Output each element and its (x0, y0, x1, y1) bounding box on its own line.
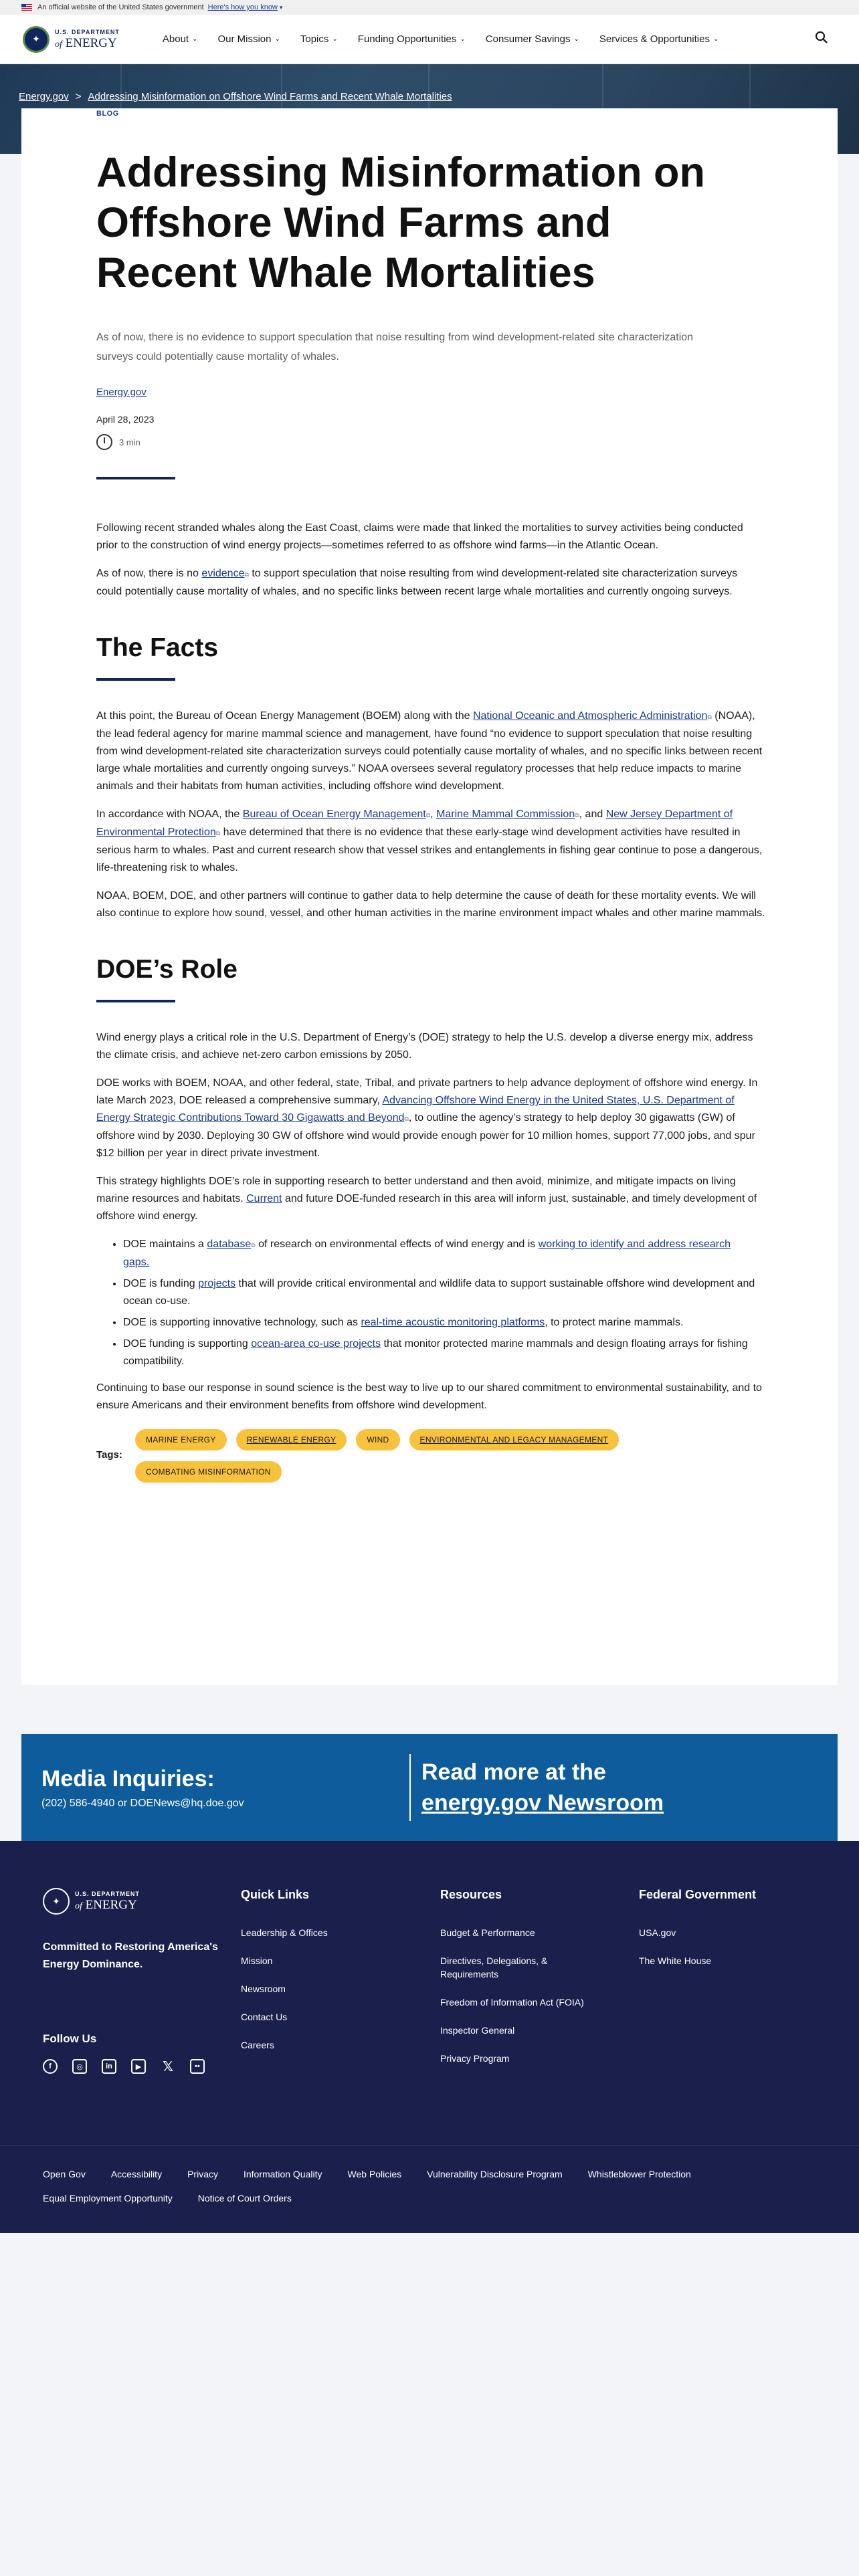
footer-link[interactable]: The White House (639, 1955, 712, 1966)
page-title: Addressing Misinformation on Offshore Wind Farms and Recent Whale Mortalities (96, 149, 706, 296)
nav-our-mission[interactable]: Our Mission ⌄ (217, 33, 280, 45)
paragraph: This strategy highlights DOE’s role in supporting research to better understand and then avoid, minimize, and mitigate impacts on living marine resources and habitats. Current and future DOE-funded research in this area will inform just, sustainable, and timely development of offshore wind energy. (96, 1176, 757, 1222)
tag-environmental-legacy[interactable]: ENVIRONMENTAL AND LEGACY MANAGEMENT (409, 1429, 619, 1451)
gov-banner (0, 0, 859, 15)
section-heading-role: DOE’s Role (96, 955, 237, 984)
bullet-list (123, 1236, 763, 1370)
divider (409, 1754, 411, 1821)
footer-link[interactable]: Directives, Delegations, & Requirements (440, 1955, 548, 1979)
nav-funding-opportunities[interactable]: Funding Opportunities ⌄ (357, 33, 466, 45)
footer-link[interactable]: Freedom of Information Act (FOIA) (440, 1997, 584, 2008)
follow-us-label: Follow Us (43, 2032, 97, 2045)
section-heading-facts: The Facts (96, 633, 219, 662)
footer-link[interactable]: Newsroom (241, 1983, 286, 1994)
publish-date: April 28, 2023 (96, 414, 155, 425)
footer-link[interactable]: Leadership & Offices (241, 1927, 328, 1938)
resources-column (440, 1888, 607, 2080)
chevron-down-icon: ⌄ (573, 35, 579, 43)
footer-bottom-link[interactable]: Information Quality (243, 2169, 322, 2179)
paragraph: In accordance with NOAA, the Bureau of Ocean Energy Management⧉, Marine Mammal Commission⧉, and New Jersey Department of Environmental Protection⧉ have determined that there is no evidence that these early-stage wind development activities have resulted in serious harm to whales. Past and current research show that vessel strikes and entanglements in fishing gear continue to pose a dangerous, life-threatening risk to whales. (96, 809, 763, 873)
external-link-icon: ⧉ (575, 812, 579, 819)
divider (96, 1000, 175, 1002)
logo-small-text: U.S. DEPARTMENT (55, 28, 120, 35)
article-card (21, 108, 838, 1685)
chevron-down-icon: ⌄ (332, 35, 338, 43)
tag-renewable-energy[interactable]: RENEWABLE ENERGY (236, 1429, 347, 1451)
external-link-icon: ⧉ (404, 1115, 409, 1122)
article-summary: As of now, there is no evidence to support speculation that noise resulting from wind development-related site characterization surveys could potentially cause mortality of whales. (96, 332, 694, 362)
list-item: • DOE maintains a database⧉ of research on environmental effects of wind energy and is working to identify and address research gaps. (123, 1236, 759, 1271)
breadcrumb-separator-icon: > (75, 91, 82, 102)
paragraph: Continuing to base our response in sound science is the best way to live up to our shared commitment to environmental sustainability, and to ensure Americans and their environment benefits from offshore wind development. (96, 1382, 762, 1411)
footer-bottom-link[interactable]: Accessibility (110, 2169, 163, 2179)
logo-big-text: ENERGY (65, 35, 117, 50)
tag-combating-misinformation[interactable]: COMBATING MISINFORMATION (135, 1461, 282, 1483)
main-nav (163, 33, 719, 45)
read-time-text: 3 min (119, 437, 140, 447)
flickr-icon[interactable]: •• (190, 2059, 205, 2074)
paragraph: NOAA, BOEM, DOE, and other partners will continue to gather data to help determine the cause of death for these mortality events. We will also continue to explore how sound, vessel, and other human activities in the marine environment impact whales and other marine mammals. (96, 890, 765, 919)
divider (96, 477, 175, 479)
content-type-label: BLOG (96, 110, 119, 118)
footer-bottom-links (43, 2169, 819, 2204)
footer-link[interactable]: USA.gov (639, 1927, 676, 1938)
search-icon[interactable] (815, 31, 828, 48)
boem-link[interactable]: Bureau of Ocean Energy Management (242, 809, 426, 820)
divider (96, 678, 175, 681)
footer-link[interactable]: Contact Us (241, 2012, 288, 2022)
footer-link[interactable]: Careers (241, 2040, 274, 2050)
footer-link[interactable]: Inspector General (440, 2025, 515, 2036)
resources-title: Resources (440, 1888, 502, 1901)
njdep-link[interactable]: New Jersey Department of Environmental Protection (96, 809, 733, 838)
footer-logo-big: ENERGY (85, 1898, 137, 1912)
external-link-icon: ⧉ (251, 1242, 256, 1249)
paragraph: As of now, there is no evidence⧉ to support speculation that noise resulting from wind development-related site characterization surveys could potentially cause mortality of whales, and no specific links between recent large whale mortalities and currently ongoing surveys. (96, 568, 738, 597)
list-item: • DOE is supporting innovative technology, such as real-time acoustic monitoring platforms, to protect marine mammals. (123, 1314, 759, 1331)
footer-logo[interactable] (43, 1888, 140, 1915)
paragraph: DOE works with BOEM, NOAA, and other federal, state, Tribal, and private partners to help advance deployment of offshore wind energy. In late March 2023, DOE released a comprehensive summary, Advancing Offshore Wind Energy in the United States, U.S. Department of Energy Strategic Contributions Toward 30 Gigawatts and Beyond⧉, to outline the agency’s strategy to help deploy 30 gigawatts (GW) of offshore wind by 2030. Deploying 30 GW of offshore wind would provide enough power for 10 million homes, support 77,000 jobs, and spur $12 billion per year in direct private investment. (96, 1077, 758, 1159)
doe-seal-icon: ✦ (43, 1888, 70, 1915)
tags-label: Tags: (96, 1449, 122, 1461)
chevron-down-icon[interactable]: ▾ (279, 3, 283, 11)
external-link-icon: ⧉ (244, 571, 249, 578)
media-inquiries-band (21, 1734, 838, 1841)
paragraph: Following recent stranded whales along the East Coast, claims were made that linked the mortalities to survey activities being conducted prior to the construction of wind energy projects—sometimes referred to as offshore wind farms—in the Atlantic Ocean. (96, 522, 743, 551)
tag-wind[interactable]: WIND (356, 1429, 399, 1451)
quick-links-title: Quick Links (241, 1888, 310, 1901)
chevron-down-icon: ⌄ (274, 35, 280, 43)
external-link-icon: ⧉ (215, 830, 221, 837)
breadcrumb-current[interactable]: Addressing Misinformation on Offshore Wind Farms and Recent Whale Mortalities (88, 91, 452, 102)
doe-logo[interactable] (23, 26, 120, 53)
projects-link[interactable]: projects (198, 1278, 236, 1289)
federal-column (639, 1888, 806, 1982)
mmc-link[interactable]: Marine Mammal Commission (436, 809, 575, 820)
chevron-down-icon: ⌄ (712, 35, 719, 43)
gov-banner-text: An official website of the United States government (37, 3, 204, 11)
strategy-link[interactable]: Advancing Offshore Wind Energy in the United States, U.S. Department of Energy Strategic Contributions Toward 30 Gigawatts and Beyond (96, 1095, 735, 1123)
footer-bottom-link[interactable]: Equal Employment Opportunity (43, 2193, 173, 2204)
youtube-icon[interactable]: ▶ (131, 2059, 146, 2074)
co-use-projects-link[interactable]: ocean-area co-use projects (251, 1338, 381, 1350)
current-research-link[interactable]: Current (246, 1193, 282, 1204)
tag-marine-energy[interactable]: MARINE ENERGY (135, 1429, 227, 1451)
evidence-link[interactable]: evidence (201, 568, 245, 579)
tags-section (96, 1429, 763, 1483)
clock-icon (96, 434, 112, 450)
nav-consumer-savings[interactable]: Consumer Savings ⌄ (485, 33, 579, 45)
read-time (96, 434, 763, 450)
footer-bottom-link[interactable]: Whistleblower Protection (587, 2169, 691, 2179)
instagram-icon[interactable]: ◎ (72, 2059, 87, 2074)
source-link[interactable]: Energy.gov (96, 387, 147, 398)
footer-bottom-link[interactable]: Notice of Court Orders (197, 2193, 292, 2204)
article-body (96, 520, 763, 1414)
nav-services-opportunities[interactable]: Services & Opportunities ⌄ (599, 33, 719, 45)
nav-about[interactable]: About ⌄ (162, 33, 198, 45)
us-flag-icon (21, 4, 32, 11)
research-gaps-link[interactable]: working to identify and address research gaps. (123, 1239, 731, 1268)
linkedin-icon[interactable]: in (102, 2059, 116, 2074)
media-title: Media Inquiries: (41, 1765, 215, 1792)
footer-bottom-link[interactable]: Open Gov (43, 2169, 86, 2179)
external-link-icon: ⧉ (425, 812, 431, 819)
social-links (43, 2059, 205, 2074)
site-header (0, 15, 859, 64)
logo-of-text: of (55, 39, 62, 49)
noaa-link[interactable]: National Oceanic and Atmospheric Administration (472, 710, 708, 722)
newsroom-link[interactable]: energy.gov Newsroom (421, 1790, 664, 1816)
acoustic-monitoring-link[interactable]: real-time acoustic monitoring platforms (361, 1317, 545, 1328)
footer-bottom-link[interactable]: Vulnerability Disclosure Program (427, 2169, 563, 2179)
chevron-down-icon: ⌄ (460, 35, 466, 43)
paragraph: Wind energy plays a critical role in the U.S. Department of Energy’s (DOE) strategy to help the U.S. develop a diverse energy mix, address the climate crisis, and achieve net-zero carbon emissions by 2050. (96, 1032, 753, 1061)
footer-link[interactable]: Mission (241, 1955, 273, 1966)
paragraph: At this point, the Bureau of Ocean Energy Management (BOEM) along with the National Oceanic and Atmospheric Administration⧉ (NOAA), the lead federal agency for marine mammal science and management, have found “no evidence to support speculation that noise resulting from wind development-related site characterization surveys could potentially cause mortality of whales, and no specific links between recent large whale mortalities and currently ongoing surveys.” NOAA oversees several regulatory processes that help reduce impacts to marine animals and their habitats from human activities, including offshore wind development. (96, 710, 763, 792)
x-icon[interactable]: 𝕏 (162, 2059, 174, 2074)
media-contact: (202) 586-4940 or DOENews@hq.doe.gov (41, 1797, 244, 1809)
footer-bottom-link[interactable]: Privacy (187, 2169, 218, 2179)
read-more-text: Read more at the (421, 1759, 606, 1785)
list-item: • DOE is funding projects that will provide critical environmental and wildlife data to support sustainable offshore wind development and ocean co-use. (123, 1275, 759, 1310)
footer-tagline: Committed to Restoring America's Energy Dominance. (43, 1941, 218, 1970)
footer-logo-of: of (75, 1901, 82, 1911)
site-footer (0, 1841, 859, 2233)
nav-topics[interactable]: Topics ⌄ (300, 33, 338, 45)
doe-seal-icon: ✦ (23, 26, 50, 53)
divider (0, 2145, 859, 2146)
heres-how-link[interactable]: Here's how you know (207, 3, 278, 11)
federal-title: Federal Government (639, 1888, 757, 1901)
breadcrumb (19, 91, 452, 102)
footer-bottom-link[interactable]: Web Policies (347, 2169, 402, 2179)
chevron-down-icon: ⌄ (192, 35, 198, 43)
breadcrumb-home[interactable]: Energy.gov (19, 91, 69, 102)
footer-link[interactable]: Budget & Performance (440, 1927, 535, 1938)
list-item: • DOE funding is supporting ocean-area co-use projects that monitor protected marine mammals and design floating arrays for fishing compatibility. (123, 1335, 759, 1370)
footer-link[interactable]: Privacy Program (440, 2053, 510, 2064)
facebook-icon[interactable]: f (43, 2059, 58, 2074)
database-link[interactable]: database (207, 1239, 252, 1250)
external-link-icon: ⧉ (707, 714, 712, 720)
footer-logo-small: U.S. DEPARTMENT (75, 1891, 140, 1897)
quick-links-column (241, 1888, 408, 2066)
